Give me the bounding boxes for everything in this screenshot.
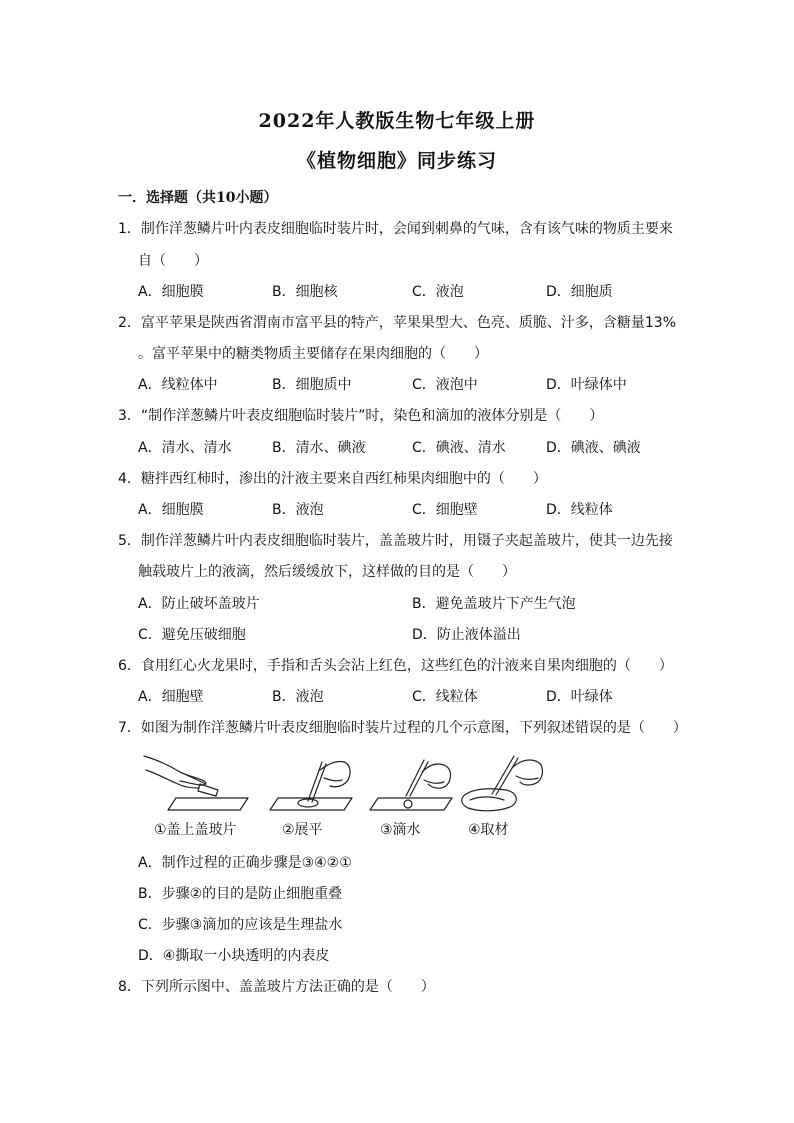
option-a[interactable]: A．制作过程的正确步骤是③④②①: [138, 855, 352, 871]
question-1-text: 1．制作洋葱鳞片叶内表皮细胞临时装片时，会闻到刺鼻的气味，含有该气味的物质主要来: [118, 221, 673, 237]
option-c[interactable]: C．碘液、清水: [412, 440, 506, 456]
step-cover-slip-illustration: [144, 756, 248, 810]
question-5-text-cont: 触载玻片上的液滴，然后缓缓放下，这样做的目的是（ ）: [138, 564, 516, 580]
question-2-text: 2．富平苹果是陕西省渭南市富平县的特产，苹果果型大、色亮、质脆、汁多，含糖量13%: [118, 315, 677, 331]
question-2-text-cont: 。富平苹果中的糖类物质主要储存在果肉细胞的（ ）: [138, 346, 488, 362]
option-b[interactable]: B．避免盖玻片下产生气泡: [412, 596, 576, 612]
option-b[interactable]: B．液泡: [272, 502, 324, 518]
option-d[interactable]: D．叶绿体: [546, 689, 613, 705]
caption-step-3: ③滴水: [380, 822, 421, 838]
question-3-options: [138, 437, 678, 457]
option-a[interactable]: A．细胞膜: [138, 284, 204, 300]
option-a[interactable]: A．细胞壁: [138, 689, 204, 705]
option-b[interactable]: B．细胞质中: [272, 377, 352, 393]
option-c[interactable]: C．细胞壁: [412, 502, 478, 518]
option-d[interactable]: D．④撕取一小块透明的内表皮: [138, 948, 330, 964]
figure-captions: [150, 819, 550, 839]
question-4-text: 4．糖拌西红柿时，渗出的汁液主要来自西红柿果肉细胞中的（ ）: [118, 471, 547, 487]
step-take-material-illustration: [462, 756, 543, 811]
question-3-text: 3．“制作洋葱鳞片叶表皮细胞临时装片”时，染色和滴加的液体分别是（ ）: [118, 408, 604, 424]
option-b[interactable]: B．细胞核: [272, 284, 338, 300]
question-8-text: 8．下列所示图中、盖盖玻片方法正确的是（ ）: [118, 979, 435, 995]
option-a[interactable]: A．细胞膜: [138, 502, 204, 518]
option-b[interactable]: B．步骤②的目的是防止细胞重叠: [138, 886, 343, 902]
caption-step-2: ②展平: [282, 822, 323, 838]
page-title: 2022年人教版生物七年级上册: [258, 110, 536, 132]
option-b[interactable]: B．清水、碘液: [272, 440, 366, 456]
option-a[interactable]: A．清水、清水: [138, 440, 232, 456]
caption-step-1: ①盖上盖玻片: [154, 822, 237, 838]
option-c[interactable]: C．液泡: [412, 284, 464, 300]
page-subtitle: 《植物细胞》同步练习: [296, 150, 497, 172]
option-b[interactable]: B．液泡: [272, 689, 324, 705]
question-2-options: [138, 374, 678, 394]
option-d[interactable]: D．细胞质: [546, 284, 613, 300]
question-6-text: 6．食用红心火龙果时，手指和舌头会沾上红色，这些红色的汁液来自果肉细胞的（ ）: [118, 658, 673, 674]
option-c[interactable]: C．步骤③滴加的应该是生理盐水: [138, 917, 343, 933]
section-heading: 一．选择题（共10小题）: [118, 190, 278, 206]
question-4-options: [138, 499, 678, 519]
option-d[interactable]: D．防止液体溢出: [412, 627, 521, 643]
step-spread-illustration: [270, 761, 352, 810]
question-1-text-cont: 自（ ）: [138, 253, 208, 269]
option-c[interactable]: C．避免压破细胞: [138, 627, 246, 643]
option-d[interactable]: D．碘液、碘液: [546, 440, 641, 456]
question-6-options: [138, 686, 678, 706]
option-c[interactable]: C．线粒体: [412, 689, 478, 705]
option-a[interactable]: A．线粒体中: [138, 377, 218, 393]
step-drop-water-illustration: [370, 760, 452, 810]
option-d[interactable]: D．叶绿体中: [546, 377, 627, 393]
option-c[interactable]: C．液泡中: [412, 377, 478, 393]
question-7-text: 7．如图为制作洋葱鳞片叶表皮细胞临时装片过程的几个示意图，下列叙述错误的是（ ）: [118, 720, 687, 736]
caption-step-4: ④取材: [468, 822, 509, 838]
question-5-options-row2: [138, 624, 678, 644]
option-d[interactable]: D．线粒体: [546, 502, 613, 518]
question-5-text: 5．制作洋葱鳞片叶内表皮细胞临时装片，盖盖玻片时，用镊子夹起盖玻片，使其一边先接: [118, 533, 673, 549]
question-5-options-row1: [138, 593, 678, 613]
option-a[interactable]: A．防止破坏盖玻片: [138, 596, 260, 612]
slide-preparation-figure: [136, 750, 556, 822]
question-1-options: [138, 281, 678, 301]
